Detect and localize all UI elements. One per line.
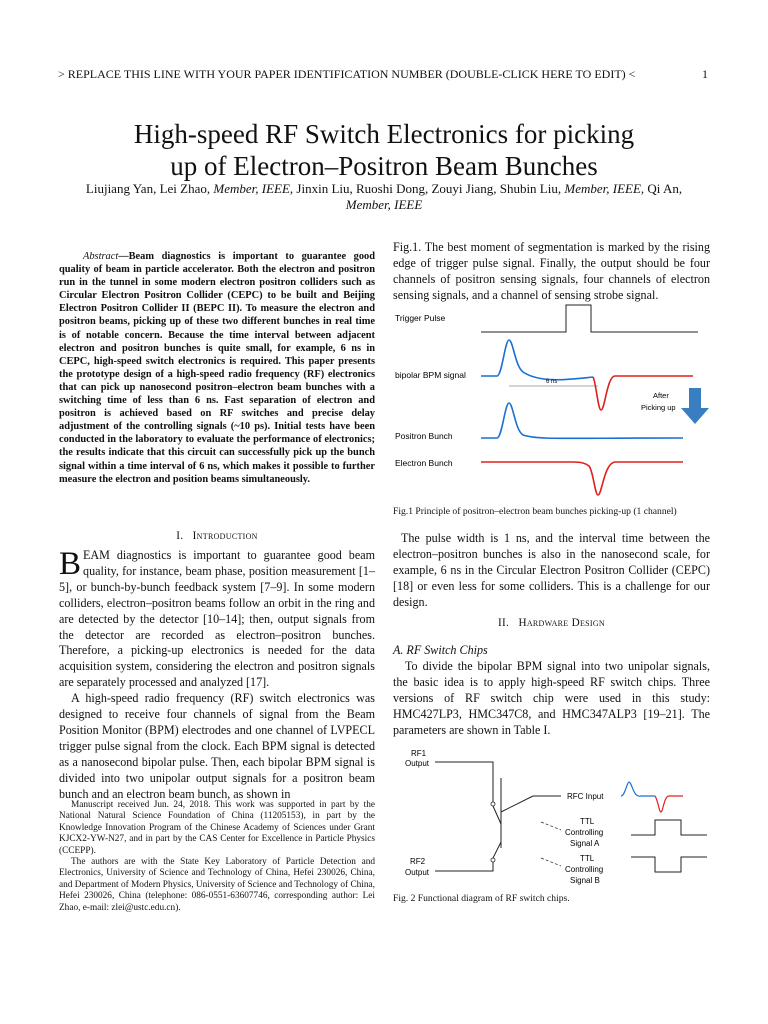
fig2-label-ttl-a-2: Controlling [565, 828, 604, 837]
fig1-label-6ns: 6 ns [546, 379, 558, 385]
ttl-a-pointer [541, 822, 561, 830]
fig2-label-ttl-b-2: Controlling [565, 865, 604, 874]
fig2-label-rf1-output: Output [405, 759, 430, 768]
figure-1 [393, 300, 710, 500]
abstract [59, 250, 375, 486]
ttl-b-waveform [631, 857, 707, 872]
rfc-input-positron-waveform [621, 782, 655, 796]
fig2-label-ttl-a-1: TTL [580, 817, 595, 826]
fig2-label-rf2: RF2 [410, 857, 426, 866]
fig2-label-ttl-b-1: TTL [580, 854, 595, 863]
footnote-paragraph-2: The authors are with the State Key Laboratory of Particle Detection and Electronics, University of Science and Technology of China, Hefei 230026, China, and Department of Modern Physics, University of Science and Technology of China, Hefei 230026, China (telephone: 086-0551-63607746, corresponding author: Lei Zhao, e-mail: zlei@ustc.edu.cn). [59, 857, 375, 913]
fig2-label-ttl-a-3: Signal A [570, 839, 600, 848]
authors-part-3: , Qi An, [640, 181, 683, 196]
ttl-a-waveform [631, 820, 707, 835]
fig1-label-picking-up: Picking up [641, 403, 676, 412]
fig1-label-after: After [653, 391, 669, 400]
fig2-label-rfc-input: RFC Input [567, 792, 604, 801]
right-paragraph-2: The pulse width is 1 ns, and the interval time between the electron–positron bunches is also in the nanosecond scale, for example, 6 ns in the Circular Electron Positron Collider (CEPC) [18] or even less for some colliders. This is a challenge for our design. [393, 531, 710, 609]
section-title: Hardware Design [518, 617, 606, 629]
subsection-heading-rf-switch-chips: A. RF Switch Chips [393, 643, 488, 657]
figure-2-caption: Fig. 2 Functional diagram of RF switch chips. [393, 893, 570, 904]
running-header: > REPLACE THIS LINE WITH YOUR PAPER IDENTIFICATION NUMBER (DOUBLE-CLICK HERE TO EDIT) < [58, 67, 636, 81]
fig2-label-ttl-b-3: Signal B [570, 876, 600, 885]
authors-part-2: , Jinxin Liu, Ruoshi Dong, Zouyi Jiang, Shubin Liu, [289, 181, 565, 196]
paper-title [40, 118, 728, 182]
rf2-line [435, 862, 493, 871]
title-line-2: up of Electron–Positron Beam Bunches [170, 151, 598, 181]
rf1-line [435, 762, 493, 802]
title-line-1: High-speed RF Switch Electronics for picking [133, 119, 635, 149]
abstract-label: Abstract [83, 251, 119, 262]
fig1-label-electron: Electron Bunch [395, 458, 453, 468]
trigger-pulse-waveform [481, 305, 698, 332]
ttl-b-pointer [541, 858, 561, 866]
author-role-2: Member, IEEE [564, 181, 641, 196]
figure-2 [393, 740, 710, 890]
fig1-label-trigger: Trigger Pulse [395, 313, 446, 323]
bipolar-positron-waveform [481, 340, 593, 380]
switch-arm-a [493, 806, 501, 824]
author-list [70, 181, 698, 213]
intro-paragraph-1: EAM diagnostics is important to guarantee good beam quality, for instance, beam phase, position measurement [1–5], or bunch-by-bunch feedback system [7–9]. In some modern colliders, electron–positron beams follow an orbit in the ring and are detected by the detector [10–14]; then, output signals from the detector are recorded as electron–positron bunches. Therefore, a picking-up electronics is needed for the data acquisition system, considering the electron and positron signals are separately processed and analyzed [17]. [59, 548, 375, 690]
right-paragraph-1: Fig.1. The best moment of segmentation is marked by the rising edge of trigger pulse signal. Finally, the output should be four channels of positron sensing signals, four channels of electron sensing signals, and a channel of sensing strobe signal. [393, 240, 710, 302]
electron-bunch-waveform [481, 462, 683, 495]
switch-arm-b [493, 842, 501, 858]
authors-part-1: Liujiang Yan, Lei Zhao, [85, 181, 214, 196]
fig1-label-positron: Positron Bunch [395, 431, 453, 441]
fig1-label-bipolar: bipolar BPM signal [395, 370, 466, 380]
figure-1-caption: Fig.1 Principle of positron–electron beam bunches picking-up (1 channel) [393, 506, 677, 517]
fig2-label-rf2-output: Output [405, 868, 430, 877]
author-role-3: Member, IEEE [345, 197, 423, 212]
section-heading-introduction [59, 530, 375, 542]
drop-cap: B [59, 546, 82, 582]
section-title: Introduction [192, 530, 258, 542]
rfc-input-electron-waveform [655, 796, 683, 812]
introduction-body [59, 548, 375, 803]
intro-paragraph-2: A high-speed radio frequency (RF) switch electronics was designed to receive four channels of signal from the Beam Position Monitor (BPM) electrodes and one channel of LVPECL trigger pulse signal from the clock. Each BPM signal is detected as a nanosecond bipolar pulse. Then, each bipolar BPM signal is divided into two unipolar output signals for a positron beam bunch and an electron beam bunch, as shown in [59, 691, 375, 801]
down-arrow-icon [681, 388, 709, 424]
section-numeral: II. [497, 617, 510, 629]
right-paragraph-3: To divide the bipolar BPM signal into two unipolar signals, the basic idea is to apply high-speed RF switch chips. Three versions of RF switch chip were used in this study: HMC427LP3, HMC347C8, and HMC347ALP3 [19–21]. The parameters are shown in Table I. [393, 659, 710, 737]
author-role-1: Member, IEEE [213, 181, 290, 196]
footnote [59, 800, 375, 914]
footnote-paragraph-1: Manuscript received Jun. 24, 2018. This work was supported in part by the National Natural Science Foundation of China (11205153), in part by the Knowledge Innovation Program of the Chinese Academy of Sciences under Grant KJCX2-YW-N27, and in part by the CAS Center for Excellence in Particle Physics (CCEPP). [59, 800, 375, 856]
fig2-label-rf1: RF1 [411, 749, 427, 758]
section-heading-hardware-design [393, 617, 710, 629]
page-number: 1 [702, 67, 708, 81]
section-numeral: I. [176, 530, 184, 542]
abstract-text: —Beam diagnostics is important to guarantee good quality of beam in particle accelerator. Both the electron and positron run in the tunnel in some modern electron positron colliders such as Circular Electron Positron Collider (CEPC) to be built and Beijing Electron Positron Collider II (BEPC II). To measure the electron and positron beams, picking up of these two different bunches in real time is of notable concern. Because the time interval between adjacent electron and positron bunches is quite small, for example, 6 ns in CEPC, high-speed switch electronics is required. This paper presents the prototype design of a high-speed radio frequency (RF) electronics that can pick up nanosecond positron–electron beam bunches with a switching time of less than 6 ns. Fast separation of electron and positron is achieved based on RF switches and precise delay adjustment of the controlling signals (~10 ps). Initial tests have been conducted in the laboratory to evaluate the performance of electronics; the results indicate that this circuit can successfully pick up the bunch signal within a time interval of 6 ns, which makes it possible to further measure the electron and position beams simultaneously. [59, 251, 375, 485]
